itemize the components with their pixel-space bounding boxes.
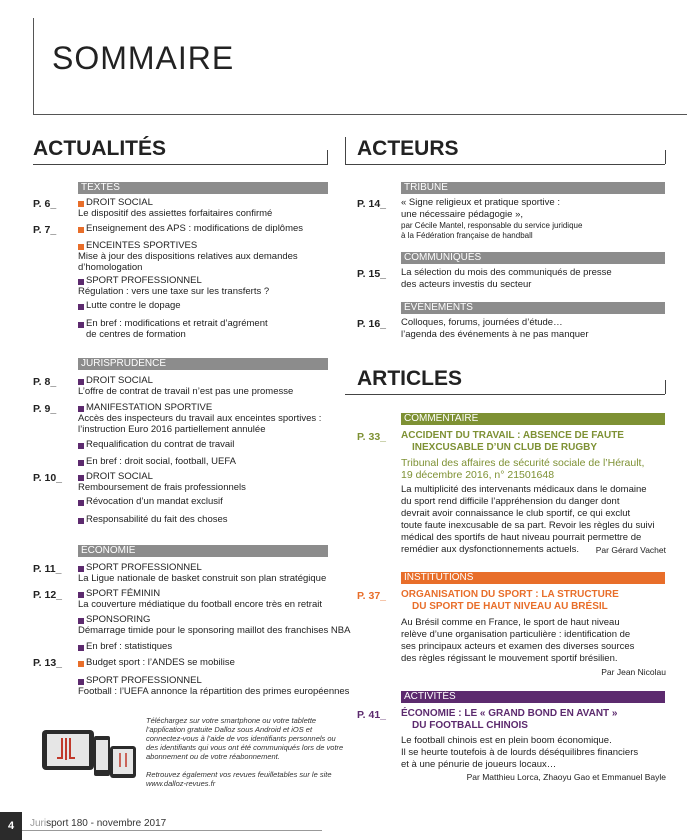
bullet-square [78,475,84,481]
item-rubric: SPORT FÉMININ [86,588,161,599]
item-rubric: SPONSORING [86,614,151,625]
article-summary: remédier aux dysfonctionnements actuels. [401,544,579,555]
item-title[interactable]: Colloques, forums, journées d’étude… [401,317,563,328]
title-box-left-border [33,18,34,114]
category-evenements: ÉVÉNEMENTS [401,302,665,314]
bullet-square [78,304,84,310]
article-summary: ses principaux acteurs et examen des diverses sources [401,641,635,652]
item-title-cont[interactable]: des acteurs investis du secteur [401,279,532,290]
footer-issue [30,818,166,829]
bullet-square [78,592,84,598]
item-title[interactable]: Enseignement des APS : modifications de diplômes [86,223,304,234]
item-title[interactable]: « Signe religieux et pratique sportive : [401,197,560,208]
item-rubric: MANIFESTATION SPORTIVE [86,402,213,413]
section-title-actualites: ACTUALITÉS [33,137,166,160]
category-communiques: COMMUNIQUÉS [401,252,665,264]
page-number[interactable]: P. 6_ [33,198,57,210]
section-title-acteurs: ACTEURS [357,137,459,160]
page-number[interactable]: P. 37_ [357,590,387,602]
bullet-square [78,443,84,449]
article-summary: toute faute inexcusable de sa part. Revoir les règles du suivi [401,520,655,531]
article-summary: des règles régissant le mouvement sportif brésilien. [401,653,618,664]
item-title[interactable]: En bref : modifications et retrait d’agrément [86,318,268,329]
article-headline[interactable]: ACCIDENT DU TRAVAIL : ABSENCE DE FAUTE [401,430,624,441]
page-title: SOMMAIRE [52,40,235,76]
item-title[interactable]: Révocation d’un mandat exclusif [86,496,223,507]
article-author: Par Jean Nicolau [601,667,666,677]
footer-brand: sport 180 - novembre 2017 [46,818,167,829]
category-economie: ÉCONOMIE [78,545,328,557]
item-title[interactable]: La couverture médiatique du football encore très en retrait [78,599,322,610]
item-title[interactable]: Remboursement de frais professionnels [78,482,246,493]
category-institutions: INSTITUTIONS [401,572,665,584]
page-number[interactable]: P. 41_ [357,709,387,721]
bullet-square [78,322,84,328]
download-instructions: Téléchargez sur votre smartphone ou votre tablette l’application gratuite Dalloz sous Android et iOS et connectez-vous à l’aide de vos identifiants personnels ou des identifiants qui vous ont été communiqués lors de votre abonnement ou de votre réabonnement. [146,716,344,761]
item-rubric: SPORT PROFESSIONNEL [86,275,202,286]
devices-illustration [40,716,140,786]
item-title[interactable]: Mise à jour des dispositions relatives aux demandes [78,251,298,262]
item-title[interactable]: Football : l’UEFA annonce la répartition des primes européennes [78,686,350,697]
page-number[interactable]: P. 13_ [33,657,63,669]
page-number[interactable]: P. 11_ [33,563,62,575]
category-activites: ACTIVITÉS [401,691,665,703]
section-tick [665,150,666,164]
section-tick [327,150,328,164]
page-number[interactable]: P. 33_ [357,431,387,443]
bullet-square [78,645,84,651]
section-rule [33,164,328,165]
item-title[interactable]: Requalification du contrat de travail [86,439,235,450]
item-rubric: DROIT SOCIAL [86,375,153,386]
bullet-square [78,279,84,285]
item-title[interactable]: La sélection du mois des communiqués de presse [401,267,612,278]
item-byline-cont: à la Fédération française de handball [401,231,533,240]
section-rule [345,164,665,165]
page-number[interactable]: P. 9_ [33,403,57,415]
article-summary: du sport rend difficile l’appréhension du danger dont [401,496,620,507]
bullet-square [78,227,84,233]
bullet-square [78,244,84,250]
article-headline[interactable]: ÉCONOMIE : LE « GRAND BOND EN AVANT » [401,708,618,719]
footer-rule [22,830,322,831]
item-title[interactable]: Accès des inspecteurs du travail aux enceintes sportives : [78,413,322,424]
item-byline: par Cécile Mantel, responsable du service juridique [401,221,583,230]
page-number[interactable]: P. 15_ [357,268,387,280]
item-title[interactable]: La Ligue nationale de basket construit son plan stratégique [78,573,327,584]
article-headline-cont[interactable]: DU FOOTBALL CHINOIS [412,720,528,731]
item-title-cont[interactable]: l’agenda des événements à ne pas manquer [401,329,589,340]
bullet-square [78,661,84,667]
article-summary: relève d’une organisation particulière : identification de [401,629,631,640]
article-summary: Il se heurte toutefois à de lourds déséquilibres financiers [401,747,639,758]
item-rubric: ENCEINTES SPORTIVES [86,240,198,251]
item-title[interactable]: Régulation : vers une taxe sur les transferts ? [78,286,270,297]
bullet-square [78,460,84,466]
page-number[interactable]: P. 8_ [33,376,57,388]
page-number[interactable]: P. 14_ [357,198,387,210]
section-tick [345,137,346,165]
item-title-cont[interactable]: l’instruction Euro 2016 partiellement annulée [78,424,266,435]
footer-brand-light: Juri [30,818,47,829]
article-summary: médical des sportifs de haut niveau pourrait permettre de [401,532,642,543]
item-title-cont[interactable]: d’homologation [78,262,143,273]
page-number[interactable]: P. 7_ [33,224,57,236]
article-subtitle: Tribunal des affaires de sécurité sociale de l’Hérault, [401,457,645,469]
item-title[interactable]: Budget sport : l’ANDES se mobilise [86,657,235,668]
article-summary: Au Brésil comme en France, le sport de haut niveau [401,617,620,628]
item-rubric: DROIT SOCIAL [86,197,153,208]
item-title[interactable]: L’offre de contrat de travail n’est pas une promesse [78,386,294,397]
bullet-square [78,518,84,524]
section-title-articles: ARTICLES [357,367,462,390]
download-site[interactable]: Retrouvez également vos revues feuilletables sur le site www.dalloz-revues.fr [146,770,332,788]
article-subtitle-cont: 19 décembre 2016, n° 21501648 [401,469,555,481]
item-title[interactable]: Démarrage timide pour le sponsoring maillot des franchises NBA [78,625,351,636]
item-rubric: DROIT SOCIAL [86,471,153,482]
article-summary: et à une pénurie de joueurs locaux… [401,759,557,770]
article-headline-cont[interactable]: INEXCUSABLE D’UN CLUB DE RUGBY [412,442,598,453]
item-rubric: SPORT PROFESSIONNEL [86,562,202,573]
section-tick [665,380,666,394]
article-headline[interactable]: ORGANISATION DU SPORT : LA STRUCTURE [401,589,619,600]
category-textes: TEXTES [78,182,328,194]
section-rule [345,394,665,395]
page-number[interactable]: P. 16_ [357,318,387,330]
article-author: Par Gérard Vachet [595,545,666,555]
item-title[interactable]: Responsabilité du fait des choses [86,514,228,525]
page-number-badge: 4 [0,812,22,840]
category-jurisprudence: JURISPRUDENCE [78,358,328,370]
item-title-cont[interactable]: une nécessaire pédagogie », [401,209,524,220]
item-title[interactable]: Lutte contre le dopage [86,300,181,311]
item-title[interactable]: En bref : droit social, football, UEFA [86,456,236,467]
bullet-square [78,566,84,572]
item-rubric: SPORT PROFESSIONNEL [86,675,202,686]
category-tribune: TRIBUNE [401,182,665,194]
bullet-square [78,201,84,207]
bullet-square [78,618,84,624]
article-summary: devrait avoir connaissance le club sportif, ce qui exclut [401,508,631,519]
bullet-square [78,406,84,412]
page-number[interactable]: P. 10_ [33,472,63,484]
bullet-square [78,679,84,685]
bullet-square [78,500,84,506]
article-summary: Le football chinois est en plein boom économique. [401,735,612,746]
article-author: Par Matthieu Lorca, Zhaoyu Gao et Emmanuel Bayle [466,772,666,782]
category-commentaire: COMMENTAIRE [401,413,665,425]
title-box-bottom-border [33,114,687,115]
article-summary: La multiplicité des intervenants médicaux dans le domaine [401,484,647,495]
bullet-square [78,379,84,385]
item-title[interactable]: Le dispositif des assiettes forfaitaires confirmé [78,208,273,219]
item-title[interactable]: En bref : statistiques [86,641,173,652]
article-headline-cont[interactable]: DU SPORT DE HAUT NIVEAU AU BRÉSIL [412,601,608,612]
page-number[interactable]: P. 12_ [33,589,63,601]
item-title-cont[interactable]: de centres de formation [86,329,186,340]
